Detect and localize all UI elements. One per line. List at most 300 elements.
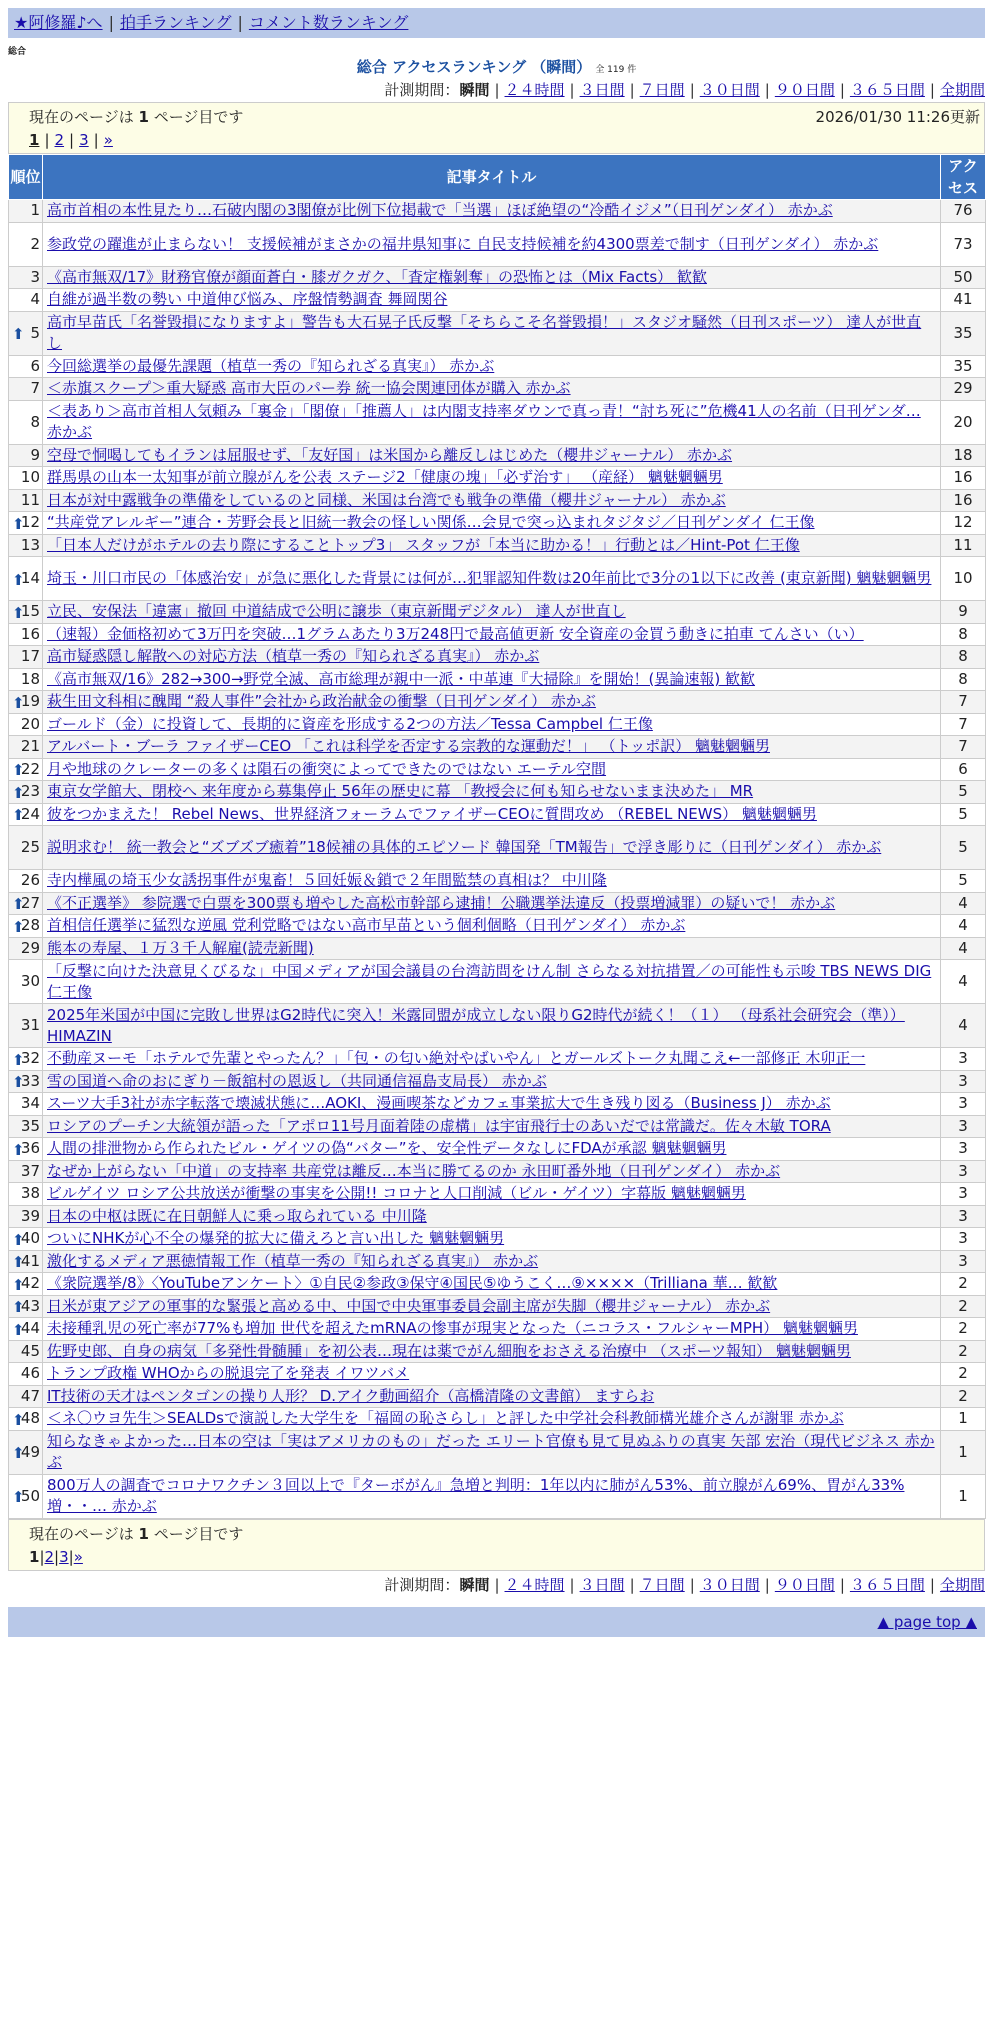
rank-number: 17: [20, 647, 40, 666]
article-link[interactable]: 日米が東アジアの軍事的な緊張と高める中、中国で中央軍事委員会副主席が失脚（櫻井ジャーナル） 赤かぶ: [47, 1296, 771, 1315]
rank-number: 36: [20, 1139, 40, 1158]
table-row: [9, 1048, 986, 1071]
rank-number: 25: [20, 838, 40, 856]
rank-number: 14: [20, 569, 40, 587]
title-cell: [43, 311, 941, 355]
access-cell: 3: [941, 1093, 986, 1116]
rank-number: 44: [20, 1319, 40, 1338]
access-cell: 35: [941, 355, 986, 378]
table-row: [9, 736, 986, 759]
title-cell: [43, 266, 941, 289]
table-row: [9, 1070, 986, 1093]
access-cell: 3: [941, 1138, 986, 1161]
rank-cell: [9, 489, 43, 512]
rank-cell: [9, 870, 43, 893]
rank-number: 10: [20, 468, 40, 487]
article-link[interactable]: ビルゲイツ ロシア公共放送が衝撃の事実を公開!! コロナと人口削減（ビル・ゲイツ）字幕版 魑魅魍魎男: [47, 1184, 746, 1203]
table-row: [9, 489, 986, 512]
title-cell: [43, 1363, 941, 1386]
up-arrow-icon: ⬆: [12, 1050, 25, 1069]
article-link[interactable]: 未接種乳児の死亡率が77%も増加 世代を超えたmRNAの惨事が現実となった（ニコラス・フルシャーMPH） 魑魅魍魎男: [47, 1319, 858, 1338]
page-link[interactable]: »: [73, 1547, 83, 1566]
up-arrow-icon: ⬆: [12, 1488, 25, 1506]
rank-cell: [9, 1228, 43, 1251]
rank-number: 39: [20, 1206, 40, 1225]
title-cell: [43, 1070, 941, 1093]
title-cell: [43, 512, 941, 535]
period-link[interactable]: ３日間: [579, 81, 625, 99]
access-cell: 5: [941, 803, 986, 826]
article-link[interactable]: 寺内樺風の埼玉少女誘拐事件が鬼畜！５回妊娠＆鎖で２年間監禁の真相は？ 中川隆: [47, 871, 607, 890]
title-cell: [43, 646, 941, 669]
table-row: [9, 1250, 986, 1273]
table-row: [9, 646, 986, 669]
period-link[interactable]: 全期間: [939, 1575, 985, 1594]
title-cell: [43, 601, 941, 624]
period-link[interactable]: ３６５日間: [849, 1575, 925, 1594]
access-cell: 73: [941, 222, 986, 266]
rank-cell: [9, 222, 43, 266]
table-row: [9, 355, 986, 378]
access-cell: 5: [941, 870, 986, 893]
table-row: [9, 1273, 986, 1296]
rank-number: 15: [20, 602, 40, 621]
access-cell: 7: [941, 691, 986, 714]
up-arrow-icon: ⬆: [12, 1298, 25, 1317]
access-cell: 3: [941, 1228, 986, 1251]
rank-cell: [9, 713, 43, 736]
rank-cell: [9, 1250, 43, 1273]
table-row: [9, 1408, 986, 1431]
title-cell: [43, 222, 941, 266]
access-cell: 4: [941, 915, 986, 938]
table-row: [9, 1183, 986, 1206]
title-cell: [43, 467, 941, 490]
article-link[interactable]: 熊本の寿屋、１万３千人解雇(読売新聞): [47, 938, 314, 957]
rank-number: 26: [20, 871, 40, 890]
title-cell: [43, 1340, 941, 1363]
article-link[interactable]: IT技術の天才はペンタゴンの操り人形？ D.アイク動画紹介（高橋清隆の文書館） ますらお: [47, 1386, 655, 1405]
title-text: 総合 アクセスランキング （瞬間）: [356, 58, 592, 76]
table-row: [9, 691, 986, 714]
article-link[interactable]: 日本が対中露戦争の準備をしているのと同様、米国は台湾でも戦争の準備（櫻井ジャーナル） 赤かぶ: [47, 490, 726, 509]
title-cell: [43, 1183, 941, 1206]
article-link[interactable]: （速報）金価格初めて3万円を突破…1グラムあたり3万248円で最高値更新 安全資産の金買う動きに拍車 てんさい（い）: [47, 624, 864, 643]
rank-cell: [9, 1183, 43, 1206]
article-link[interactable]: 高市疑惑隠し解散への対応方法（植草一秀の『知られざる真実』） 赤かぶ: [47, 647, 540, 666]
rank-cell: [9, 803, 43, 826]
table-row: [9, 601, 986, 624]
page-current: 1: [29, 131, 40, 149]
period-link[interactable]: ２４時間: [504, 1575, 565, 1594]
title-cell: [43, 534, 941, 557]
access-cell: 3: [941, 1048, 986, 1071]
header-rank: 順位: [9, 155, 43, 200]
table-row: [9, 467, 986, 490]
page-title: [8, 56, 985, 78]
title-cell: [43, 781, 941, 804]
table-row: [9, 1138, 986, 1161]
title-cell: [43, 668, 941, 691]
article-link[interactable]: 佐野史郎、自身の病気「多発性骨髄腫」を初公表…現在は薬でがん細胞をおさえる治療中 （スポーツ報知） 魑魅魍魎男: [47, 1341, 851, 1360]
comment-ranking-link[interactable]: コメント数ランキング: [248, 13, 409, 32]
table-row: [9, 1004, 986, 1048]
title-cell: [43, 200, 941, 223]
rank-cell: [9, 646, 43, 669]
rank-cell: [9, 1160, 43, 1183]
up-arrow-icon: ⬆: [12, 917, 25, 936]
title-cell: [43, 1093, 941, 1116]
article-link[interactable]: 不動産ヌーモ「ホテルで先輩とやったん？」「包・の匂い絶対やばいやん」とガールズトーク丸聞こえ←一部修正 木卯正一: [47, 1049, 866, 1068]
table-row: [9, 781, 986, 804]
period-link[interactable]: ９０日間: [774, 81, 835, 99]
article-link[interactable]: なぜか上がらない「中道」の支持率 共産党は離反…本当に勝てるのか 永田町番外地（日刊ゲンダイ） 赤かぶ: [47, 1161, 781, 1180]
clap-ranking-link[interactable]: 拍手ランキング: [119, 13, 232, 32]
rank-cell: [9, 623, 43, 646]
article-link[interactable]: 日本の中枢は既に在日朝鮮人に乗っ取られている 中川隆: [47, 1206, 427, 1225]
title-cell: [43, 444, 941, 467]
title-cell: [43, 355, 941, 378]
access-cell: 2: [941, 1385, 986, 1408]
rank-number: 12: [20, 513, 40, 532]
rank-cell: [9, 355, 43, 378]
up-arrow-icon: ⬆: [12, 895, 25, 914]
article-link[interactable]: 「反撃に向けた決意見くびるな」中国メディアが国会議員の台湾訪問をけん制 さらなる対抗措置／の可能性も示唆 TBS NEWS DIG 仁王像: [47, 961, 932, 1001]
rank-number: 18: [20, 669, 40, 688]
period-link[interactable]: ３６５日間: [849, 81, 925, 99]
rank-cell: [9, 512, 43, 535]
up-arrow-icon: ⬆: [12, 1275, 25, 1294]
rank-number: 21: [20, 737, 40, 756]
page-link[interactable]: »: [103, 131, 113, 149]
rank-number: 50: [20, 1486, 40, 1505]
title-cell: [43, 803, 941, 826]
title-cell: [43, 758, 941, 781]
article-link[interactable]: 説明求む！ 統一教会と“ズブズブ癒着”18候補の具体的エピソード 韓国発「TM報告」で浮き彫りに（日刊ゲンダイ） 赤かぶ: [47, 838, 882, 856]
access-cell: 29: [941, 378, 986, 401]
title-cell: [43, 826, 941, 870]
title-cell: [43, 960, 941, 1004]
access-cell: 16: [941, 467, 986, 490]
page-current: 1: [29, 1547, 40, 1566]
rank-number: 7: [30, 379, 40, 398]
access-cell: 9: [941, 601, 986, 624]
title-cell: [43, 1408, 941, 1431]
rank-number: 47: [20, 1386, 40, 1405]
table-row: [9, 512, 986, 535]
up-arrow-icon: ⬆: [12, 1073, 25, 1092]
table-row: [9, 758, 986, 781]
table-row: [9, 444, 986, 467]
up-arrow-icon: ⬆: [12, 806, 25, 825]
rank-cell: [9, 691, 43, 714]
rank-number: 20: [20, 714, 40, 733]
up-arrow-icon: ⬆: [12, 1444, 25, 1462]
up-arrow-icon: ⬆: [12, 761, 25, 780]
access-cell: 20: [941, 400, 986, 444]
title-cell: [43, 1205, 941, 1228]
article-link[interactable]: 空母で恫喝してもイランは屈服せず、「友好国」は米国から離反しはじめた（櫻井ジャーナル） 赤かぶ: [47, 445, 733, 464]
title-cell: [43, 892, 941, 915]
category-label: 総合: [8, 47, 27, 57]
article-link[interactable]: ゴールド（金）に投資して、長期的に資産を形成する2つの方法／Tessa Campbel 仁王像: [47, 714, 653, 733]
table-row: [9, 222, 986, 266]
rank-cell: [9, 266, 43, 289]
access-cell: 8: [941, 646, 986, 669]
table-row: [9, 1160, 986, 1183]
access-cell: 8: [941, 623, 986, 646]
article-link[interactable]: アルバート・ブーラ ファイザーCEO 「これは科学を否定する宗教的な運動だ！」 （トッポ訳） 魑魅魍魎男: [47, 737, 770, 756]
up-arrow-icon: ⬆: [12, 514, 25, 533]
table-row: [9, 623, 986, 646]
up-arrow-icon: ⬆: [12, 783, 25, 802]
rank-number: 43: [20, 1296, 40, 1315]
article-link[interactable]: “共産党アレルギー”連合・芳野会長と旧統一教会の怪しい関係…会見で突っ込まれタジタジ／日刊ゲンダイ 仁王像: [47, 513, 815, 532]
updated-timestamp: 2026/01/30 11:26更新: [815, 108, 980, 126]
title-cell: [43, 736, 941, 759]
rank-number: 32: [20, 1049, 40, 1068]
rank-cell: [9, 467, 43, 490]
table-row: [9, 1115, 986, 1138]
table-row: [9, 311, 986, 355]
rank-number: 22: [20, 759, 40, 778]
rank-cell: [9, 736, 43, 759]
access-cell: 4: [941, 892, 986, 915]
article-link[interactable]: 《不正選挙》 参院選で白票を300票も増やした高松市幹部ら逮捕！公職選挙法違反（投票増減罪）の疑いで！ 赤かぶ: [47, 893, 836, 912]
table-row: [9, 378, 986, 401]
title-cell: [43, 937, 941, 960]
title-cell: [43, 1048, 941, 1071]
rank-number: 49: [20, 1442, 40, 1461]
article-link[interactable]: スーツ大手3社が赤字転落で壊滅状態に…AOKI、漫画喫茶などカフェ事業拡大で生き残り図る（Business J） 赤かぶ: [47, 1094, 831, 1113]
period-link[interactable]: ７日間: [639, 1575, 685, 1594]
access-cell: 50: [941, 266, 986, 289]
access-cell: 4: [941, 937, 986, 960]
article-link[interactable]: 2025年米国が中国に完敗し世界はG2時代に突入！米露同盟が成立しない限りG2時代が続く！（１） （母系社会研究会（準）） HIMAZIN: [47, 1005, 905, 1045]
rank-cell: [9, 1205, 43, 1228]
access-cell: 76: [941, 200, 986, 223]
table-row: [9, 960, 986, 1004]
article-link[interactable]: 埼玉・川口市民の「体感治安」が急に悪化した背景には何が…犯罪認知件数は20年前比で3分の1以下に改善 (東京新聞) 魑魅魍魎男: [47, 569, 932, 587]
title-cell: [43, 1115, 941, 1138]
rank-cell: [9, 1070, 43, 1093]
article-link[interactable]: 群馬県の山本一太知事が前立腺がんを公表 ステージ2「健康の塊」「必ず治す」 （産経） 魑魅魍魎男: [47, 468, 723, 487]
current-page-text: 現在のページは 1 ページ目です: [29, 108, 244, 126]
access-cell: 10: [941, 557, 986, 601]
page-top-link[interactable]: ▲ page top ▲: [877, 1612, 977, 1631]
title-cell: [43, 1160, 941, 1183]
access-cell: 4: [941, 1004, 986, 1048]
article-link[interactable]: 彼をつかまえた！ Rebel News、世界経済フォーラムでファイザーCEOに質問攻め （REBEL NEWS） 魑魅魍魎男: [47, 804, 817, 823]
article-link[interactable]: ＜表あり＞高市首相人気頼み「裏金」「閣僚」「推薦人」は内閣支持率ダウンで真っ青！“討ち死に”危機41人の名前（日刊ゲンダ… 赤かぶ: [47, 402, 921, 441]
access-cell: 2: [941, 1295, 986, 1318]
access-cell: 3: [941, 1205, 986, 1228]
article-link[interactable]: 《衆院選挙/8》〈YouTubeアンケート〉①自民②参政③保守④国民⑤ゆうこく…⑨××××（Trilliana 華… 歓歓: [47, 1274, 778, 1293]
article-link[interactable]: 立民、安保法「違憲」撤回 中道結成で公明に譲歩（東京新聞デジタル） 達人が世直し: [47, 602, 626, 621]
rank-number: 28: [20, 916, 40, 935]
up-arrow-icon: ⬆: [12, 1320, 25, 1339]
period-link[interactable]: ７日間: [639, 81, 685, 99]
title-cell: [43, 1474, 941, 1518]
current-page-text-bottom: 現在のページは 1 ページ目です: [29, 1524, 244, 1543]
period-selector-bottom: 計測期間：瞬間 | ２４時間 | ３日間 | ７日間 | ３０日間 | ９０日間 | ３６５日間 | 全期間: [384, 1575, 985, 1594]
page-link[interactable]: 3: [59, 1547, 69, 1566]
up-arrow-icon: ⬆: [12, 325, 25, 343]
article-link[interactable]: ＜赤旗スクープ＞重大疑惑 高市大臣のパー券 統一協会関連団体が購入 赤かぶ: [47, 379, 571, 398]
rank-number: 45: [20, 1341, 40, 1360]
rank-cell: [9, 601, 43, 624]
access-cell: 41: [941, 289, 986, 312]
article-link[interactable]: 《高市無双/17》財務官僚が顔面蒼白・膝ガクガク、「査定権剝奪」の恐怖とは（Mix Facts） 歓歓: [47, 267, 707, 286]
title-cell: [43, 915, 941, 938]
article-link[interactable]: ついにNHKが心不全の爆発的拡大に備えろと言い出した 魑魅魍魎男: [47, 1229, 505, 1248]
pager-bottom: 1|2|3|»: [29, 1547, 83, 1566]
title-cell: [43, 1318, 941, 1341]
access-cell: 3: [941, 1250, 986, 1273]
title-cell: [43, 489, 941, 512]
table-row: [9, 826, 986, 870]
title-cell: [43, 1004, 941, 1048]
article-link[interactable]: ロシアのプーチン大統領が語った「アポロ11号月面着陸の虚構」は宇宙飛行士のあいだでは常識だ。佐々木敏 TORA: [47, 1116, 831, 1135]
rank-cell: [9, 444, 43, 467]
pagination-box-top: [8, 102, 985, 154]
up-arrow-icon: ⬆: [12, 1410, 25, 1429]
table-row: [9, 534, 986, 557]
rank-cell: [9, 534, 43, 557]
rank-number: 48: [20, 1409, 40, 1428]
table-row: [9, 266, 986, 289]
rank-cell: [9, 668, 43, 691]
home-link[interactable]: ★阿修羅♪へ: [14, 13, 103, 32]
rank-cell: [9, 892, 43, 915]
access-cell: 4: [941, 960, 986, 1004]
rank-number: 11: [20, 490, 40, 509]
rank-cell: [9, 937, 43, 960]
article-link[interactable]: 今回総選挙の最優先課題（植草一秀の『知られざる真実』） 赤かぶ: [47, 356, 495, 375]
rank-cell: [9, 1363, 43, 1386]
rank-number: 8: [30, 412, 40, 431]
title-cell: [43, 870, 941, 893]
table-row: [9, 1318, 986, 1341]
article-count: 全 119 件: [595, 65, 637, 75]
article-link[interactable]: 萩生田文科相に醜聞 “殺人事件”会社から政治献金の衝撃（日刊ゲンダイ） 赤かぶ: [47, 692, 596, 711]
period-link[interactable]: ３０日間: [699, 81, 760, 99]
rank-number: 16: [20, 624, 40, 643]
up-arrow-icon: ⬆: [12, 693, 25, 712]
period-link[interactable]: ３日間: [579, 1575, 625, 1594]
title-cell: [43, 289, 941, 312]
rank-cell: [9, 1004, 43, 1048]
article-link[interactable]: 月や地球のクレーターの多くは隕石の衝突によってできたのではない エーテル空間: [47, 759, 607, 778]
rank-number: 27: [20, 893, 40, 912]
rank-cell: [9, 781, 43, 804]
period-link[interactable]: ２４時間: [504, 81, 565, 99]
table-row: [9, 400, 986, 444]
article-link[interactable]: ＜ネ〇ウヨ先生＞SEALDsで演説した大学生を「福岡の恥さらし」と評した中学社会科教師構光雄介さんが謝罪 赤かぶ: [47, 1409, 844, 1428]
rank-cell: [9, 1408, 43, 1431]
access-cell: 11: [941, 534, 986, 557]
page-link[interactable]: 3: [79, 131, 89, 149]
header-access: アクセス: [941, 155, 986, 200]
access-cell: 7: [941, 736, 986, 759]
rank-number: 46: [20, 1364, 40, 1383]
access-cell: 3: [941, 1070, 986, 1093]
rank-number: 3: [30, 267, 40, 286]
up-arrow-icon: ⬆: [12, 1253, 25, 1272]
rank-cell: [9, 1340, 43, 1363]
rank-number: 38: [20, 1184, 40, 1203]
access-cell: 1: [941, 1474, 986, 1518]
page-link[interactable]: 2: [44, 1547, 55, 1566]
table-row: [9, 915, 986, 938]
rank-cell: [9, 400, 43, 444]
rank-number: 4: [30, 290, 40, 309]
article-link[interactable]: 首相信任選挙に猛烈な逆風 党利党略ではない高市早苗という個利個略（日刊ゲンダイ） 赤かぶ: [47, 916, 686, 935]
access-cell: 16: [941, 489, 986, 512]
rank-number: 41: [20, 1251, 40, 1270]
pager: 1 | 2 | 3 | »: [29, 131, 113, 149]
article-link[interactable]: 《高市無双/16》282→300→野党全滅、高市総理が親中一派・中革連『大掃除』を開始！(異論速報) 歓歓: [47, 669, 756, 688]
title-cell: [43, 1295, 941, 1318]
article-link[interactable]: 雪の国道へ命のおにぎり－飯舘村の恩返し（共同通信福島支局長） 赤かぶ: [47, 1071, 547, 1090]
rank-number: 24: [20, 804, 40, 823]
title-cell: [43, 557, 941, 601]
table-row: [9, 289, 986, 312]
rank-cell: [9, 1115, 43, 1138]
article-link[interactable]: トランプ政権 WHOからの脱退完了を発表 イワツバメ: [47, 1364, 410, 1383]
title-cell: [43, 1250, 941, 1273]
rank-cell: [9, 1385, 43, 1408]
article-link[interactable]: 「日本人だけがホテルの去り際にすることトップ3」 スタッフが「本当に助かる！」行動とは／Hint-Pot 仁王像: [47, 535, 800, 554]
access-cell: 2: [941, 1363, 986, 1386]
access-cell: 5: [941, 826, 986, 870]
article-link[interactable]: 800万人の調査でコロナワクチン３回以上で『ターボがん』急増と判明：1年以内に肺がん53%、前立腺がん69%、胃がん33%増・・… 赤かぶ: [47, 1476, 905, 1515]
rank-cell: [9, 1048, 43, 1071]
rank-number: 33: [20, 1071, 40, 1090]
table-row: [9, 1340, 986, 1363]
rank-number: 23: [20, 782, 40, 801]
up-arrow-icon: ⬆: [12, 1140, 25, 1159]
access-cell: 6: [941, 758, 986, 781]
article-link[interactable]: 人間の排泄物から作られたビル・ゲイツの偽“バター”を、安全性データなしにFDAが承認 魑魅魍魎男: [47, 1139, 727, 1158]
article-link[interactable]: 参政党の躍進が止まらない！ 支援候補がまさかの福井県知事に 自民支持候補を約4300票差で制す（日刊ゲンダイ） 赤かぶ: [47, 234, 879, 253]
rank-number: 31: [20, 1016, 40, 1034]
period-link[interactable]: ３０日間: [699, 1575, 760, 1594]
table-row: [9, 200, 986, 223]
ranking-table: [8, 154, 986, 1519]
page-link[interactable]: 2: [54, 131, 65, 149]
article-link[interactable]: 東京女学館大、閉校へ 来年度から募集停止 56年の歴史に幕 「教授会に何も知らせないまま決めた」 MR: [47, 782, 754, 801]
title-cell: [43, 1430, 941, 1474]
article-link[interactable]: 高市早苗氏「名誉毀損になりますよ」警告も大石晃子氏反撃「そちらこそ名誉毀損！」スタジオ騒然（日刊スポーツ） 達人が世直し: [47, 313, 922, 352]
table-row: [9, 713, 986, 736]
period-link[interactable]: 全期間: [939, 81, 985, 99]
article-link[interactable]: 自維が過半数の勢い 中道伸び悩み、序盤情勢調査 舞岡関谷: [47, 290, 448, 309]
rank-number: 13: [20, 535, 40, 554]
access-cell: 35: [941, 311, 986, 355]
access-cell: 8: [941, 668, 986, 691]
rank-cell: [9, 1295, 43, 1318]
access-cell: 3: [941, 1183, 986, 1206]
article-link[interactable]: 高市首相の本性見たり…石破内閣の3閣僚が比例下位掲載で「当選」ほぼ絶望の“冷酷イジメ”（日刊ゲンダイ） 赤かぶ: [47, 201, 833, 220]
article-link[interactable]: 知らなきゃよかった…日本の空は「実はアメリカのもの」だった エリート官僚も見て見ぬふりの真実 矢部 宏治（現代ビジネス 赤かぶ: [47, 1432, 935, 1471]
article-link[interactable]: 激化するメディア悪徳情報工作（植草一秀の『知られざる真実』） 赤かぶ: [47, 1251, 539, 1270]
pagination-box-bottom: [8, 1519, 985, 1571]
period-link[interactable]: ９０日間: [774, 1575, 835, 1594]
rank-number: 6: [30, 356, 40, 375]
period-label: 計測期間：: [384, 81, 460, 99]
rank-cell: [9, 311, 43, 355]
